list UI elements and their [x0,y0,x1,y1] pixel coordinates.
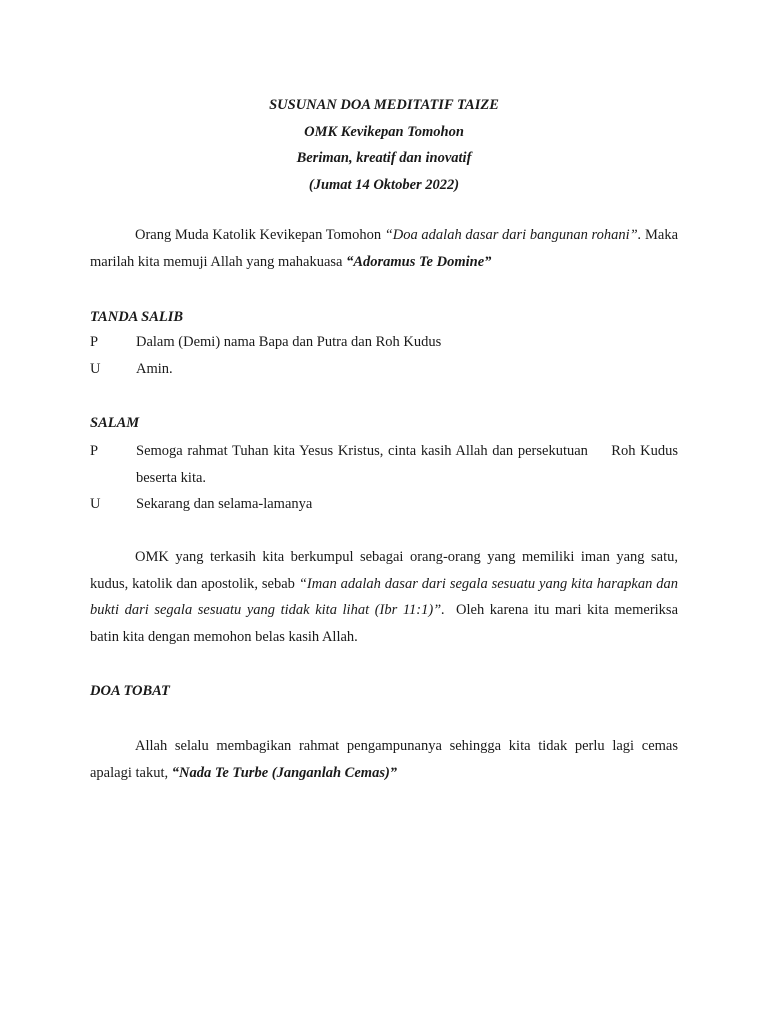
role-label: U [90,496,101,512]
intro-quote-1: “Doa adalah dasar dari bangunan rohani”. [384,227,642,243]
role-label: U [90,361,101,377]
motto: Beriman, kreatif dan inovatif [296,150,472,166]
event-date: (Jumat 14 Oktober 2022) [308,176,460,193]
document-title: SUSUNAN DOA MEDITATIF TAIZE [269,97,499,113]
line-text: Sekarang dan selama-lamanya [136,496,313,512]
line-text: Dalam (Demi) nama Bapa dan Putra dan Roh Kudus [136,334,442,350]
liturgy-line [90,356,678,383]
omk-text-2: Oleh karena itu mari kita memeriksa batin kita dengan memohon belas kasih Allah. [90,602,682,645]
title-block [0,92,768,198]
section-heading-tanda-salib: TANDA SALIB [90,309,184,325]
omk-text-1: OMK yang terkasih kita berkumpul sebagai orang-orang yang memiliki iman yang satu, kudus, katolik dan apostolik, sebab [90,549,678,592]
intro-text-1: Orang Muda Katolik Kevikepan Tomohon [135,227,385,243]
liturgy-line [90,438,682,491]
doa-tobat-quote: “Nada Te Turbe (Janganlah Cemas)” [171,764,398,781]
liturgy-line [90,329,678,356]
organization-name: OMK Kevikepan Tomohon [304,123,464,140]
section-heading-doa-tobat: DOA TOBAT [90,683,170,699]
section-heading-salam: SALAM [90,415,140,431]
doa-tobat-paragraph [90,733,678,786]
intro-quote-2: “Adoramus Te Domine” [346,253,492,270]
doa-tobat-text: Allah selalu membagikan rahmat pengampunanya sehingga kita tidak perlu lagi cemas apalagi takut, [90,738,678,781]
omk-quote: “Iman adalah dasar dari segala sesuatu yang kita harapkan dan bukti dari segala sesuatu yang tidak kita lihat (Ibr 11:1)”. [90,575,679,618]
role-label: P [90,334,99,350]
omk-paragraph [90,544,682,650]
line-text: Semoga rahmat Tuhan kita Yesus Kristus, cinta kasih Allah dan persekutuan Roh Kudus beserta kita. [136,443,682,486]
role-label: P [90,443,99,459]
intro-paragraph [90,222,678,275]
intro-text-2: Maka marilah kita memuji Allah yang mahakuasa [90,227,679,270]
liturgy-line [90,491,678,518]
line-text: Amin. [136,361,173,377]
